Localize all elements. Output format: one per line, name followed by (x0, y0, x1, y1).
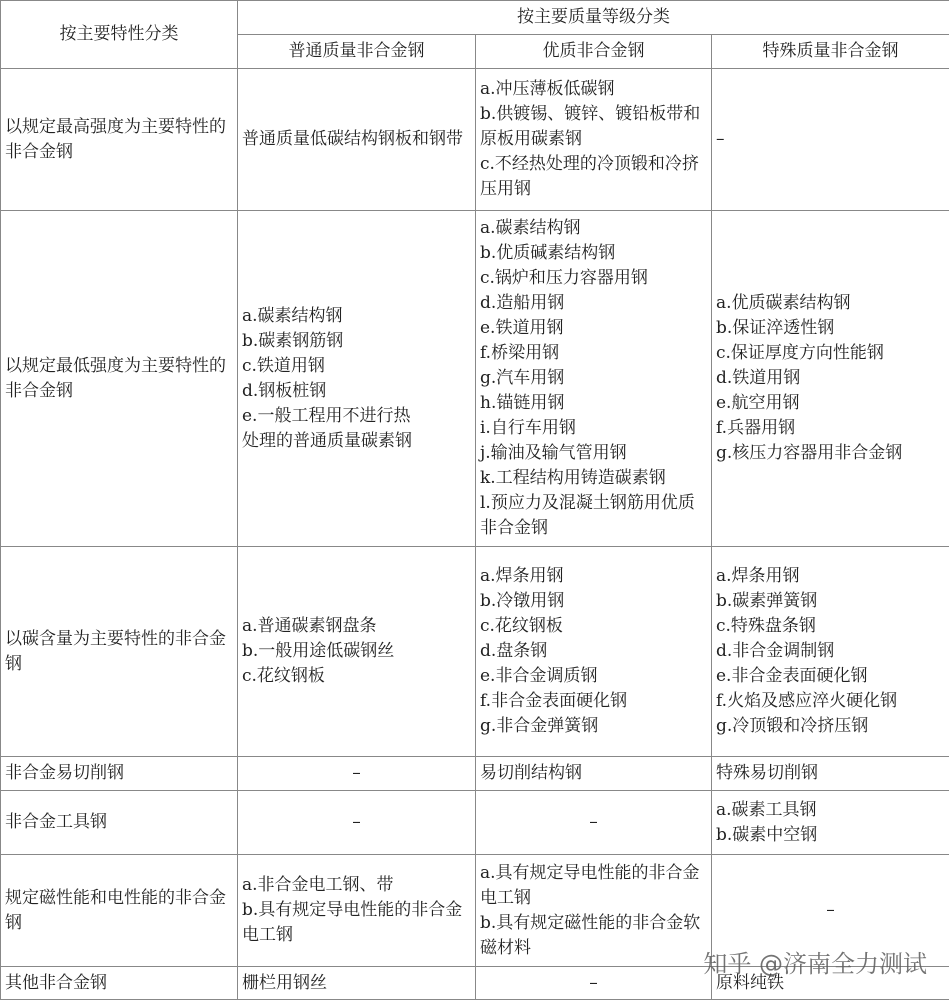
cell-special: – (712, 69, 949, 211)
row-label: 其他非合金钢 (1, 967, 238, 1000)
header-row-label: 按主要特性分类 (1, 1, 238, 69)
table-row (1, 791, 949, 855)
cell-special (712, 791, 949, 855)
list-item: b.碳素中空钢 (716, 824, 818, 845)
row-label: 非合金工具钢 (1, 791, 238, 855)
list-item: c.花纹钢板 (480, 616, 563, 636)
cell-special: 原料纯铁 (712, 967, 949, 1000)
list-item: b.碳素弹簧钢 (716, 591, 818, 611)
row-label-text: 以碳含量为主要特性的非合金钢 (5, 628, 226, 674)
list-item: g.核压力容器用非合金钢 (716, 443, 903, 463)
list-item: b.优质碱素结构钢 (480, 243, 616, 263)
cell-ordinary (238, 855, 476, 967)
list-item: b.保证淬透性钢 (716, 318, 835, 338)
list-item: d.盘条钢 (480, 641, 548, 661)
list-item: a.焊条用钢 (716, 566, 800, 586)
list-item: d.铁道用钢 (716, 368, 801, 388)
list-item: l.预应力及混凝土钢筋用优质非合金钢 (480, 493, 695, 538)
cell-quality: 易切削结构钢 (476, 757, 712, 791)
list-item: b.冷镦用钢 (480, 591, 565, 611)
list-item: f.桥梁用钢 (480, 343, 560, 363)
list-item: c.花纹钢板 (242, 666, 325, 686)
list-item: k.工程结构用铸造碳素钢 (480, 468, 666, 488)
row-label: 以规定最高强度为主要特性的非合金钢 (1, 69, 238, 211)
list-item: a.普通碳素钢盘条 (242, 616, 377, 636)
list-item: d.造船用钢 (480, 293, 565, 313)
cell-special (712, 211, 949, 547)
list-item: a.优质碳素结构钢 (716, 293, 851, 313)
header-col-special: 特殊质量非合金钢 (712, 35, 949, 69)
cell-quality (476, 547, 712, 757)
list-item: c.锅炉和压力容器用钢 (480, 268, 648, 288)
list-item: g.非合金弹簧钢 (480, 716, 599, 736)
list-item: e.铁道用钢 (480, 318, 564, 338)
list-item: e.一般工程用不进行热处理的普通质量碳素钢 (242, 405, 412, 451)
row-label: 非合金易切削钢 (1, 757, 238, 791)
cell-special: 特殊易切削钢 (712, 757, 949, 791)
list-item: c.特殊盘条钢 (716, 616, 816, 636)
list-item: a.焊条用钢 (480, 566, 564, 586)
cell-ordinary: – (238, 791, 476, 855)
list-item: b.一般用途低碳钢丝 (242, 641, 395, 661)
list-item: g.汽车用钢 (480, 368, 565, 388)
list-item: b.碳素钢筋钢 (242, 330, 344, 351)
table-row (1, 547, 949, 757)
cell-quality (476, 69, 712, 211)
table-row (1, 757, 949, 791)
cell-quality (476, 211, 712, 547)
list-item: d.非合金调制钢 (716, 641, 835, 661)
cell-ordinary: 普通质量低碳结构钢板和钢带 (238, 69, 476, 211)
header-col-ordinary: 普通质量非合金钢 (238, 35, 476, 69)
list-item: d.钢板桩钢 (242, 380, 327, 401)
cell-special (712, 547, 949, 757)
list-item: b.供镀锡、镀锌、镀铅板带和原板用碳素钢 (480, 104, 701, 149)
header-col-quality: 优质非合金钢 (476, 35, 712, 69)
list-item: e.非合金调质钢 (480, 666, 598, 686)
cell-quality: – (476, 967, 712, 1000)
list-item: a.非合金电工钢、带 (242, 875, 394, 895)
row-label: 以规定最低强度为主要特性的非合金钢 (1, 211, 238, 547)
list-item: a.碳素结构钢 (242, 305, 343, 326)
cell-ordinary: 栅栏用钢丝 (238, 967, 476, 1000)
cell-ordinary: – (238, 757, 476, 791)
list-item: e.非合金表面硬化钢 (716, 666, 868, 686)
list-item: a.碳素工具钢 (716, 799, 817, 820)
list-item: a.碳素结构钢 (480, 218, 581, 238)
list-item: b.具有规定导电性能的非合金电工钢 (242, 900, 463, 945)
list-item: i.自行车用钢 (480, 418, 576, 438)
list-item: f.火焰及感应淬火硬化钢 (716, 691, 898, 711)
cell-ordinary (238, 547, 476, 757)
list-item: f.兵器用钢 (716, 418, 796, 438)
list-item: b.具有规定磁性能的非合金软磁材料 (480, 912, 701, 958)
list-item: h.锚链用钢 (480, 393, 565, 413)
list-item: a.具有规定导电性能的非合金电工钢 (480, 862, 700, 908)
cell-quality (476, 855, 712, 967)
header-group-label: 按主要质量等级分类 (238, 1, 949, 35)
table-row (1, 211, 949, 547)
list-item: j.输油及输气管用钢 (480, 443, 627, 463)
list-item: e.航空用钢 (716, 393, 800, 413)
list-item: f.非合金表面硬化钢 (480, 691, 628, 711)
list-item: g.冷顶锻和冷挤压钢 (716, 716, 869, 736)
cell-quality: – (476, 791, 712, 855)
cell-ordinary (238, 211, 476, 547)
cell-special: – (712, 855, 949, 967)
list-item: c.铁道用钢 (242, 355, 325, 376)
list-item: c.不经热处理的冷顶锻和冷挤压用钢 (480, 154, 699, 199)
row-label: 规定磁性能和电性能的非合金钢 (1, 855, 238, 967)
row-label (1, 547, 238, 757)
list-item: c.保证厚度方向性能钢 (716, 343, 884, 363)
table-row (1, 69, 949, 211)
list-item: a.冲压薄板低碳钢 (480, 79, 615, 99)
zhihu-watermark: 知乎 @济南全力测试 (703, 950, 927, 978)
